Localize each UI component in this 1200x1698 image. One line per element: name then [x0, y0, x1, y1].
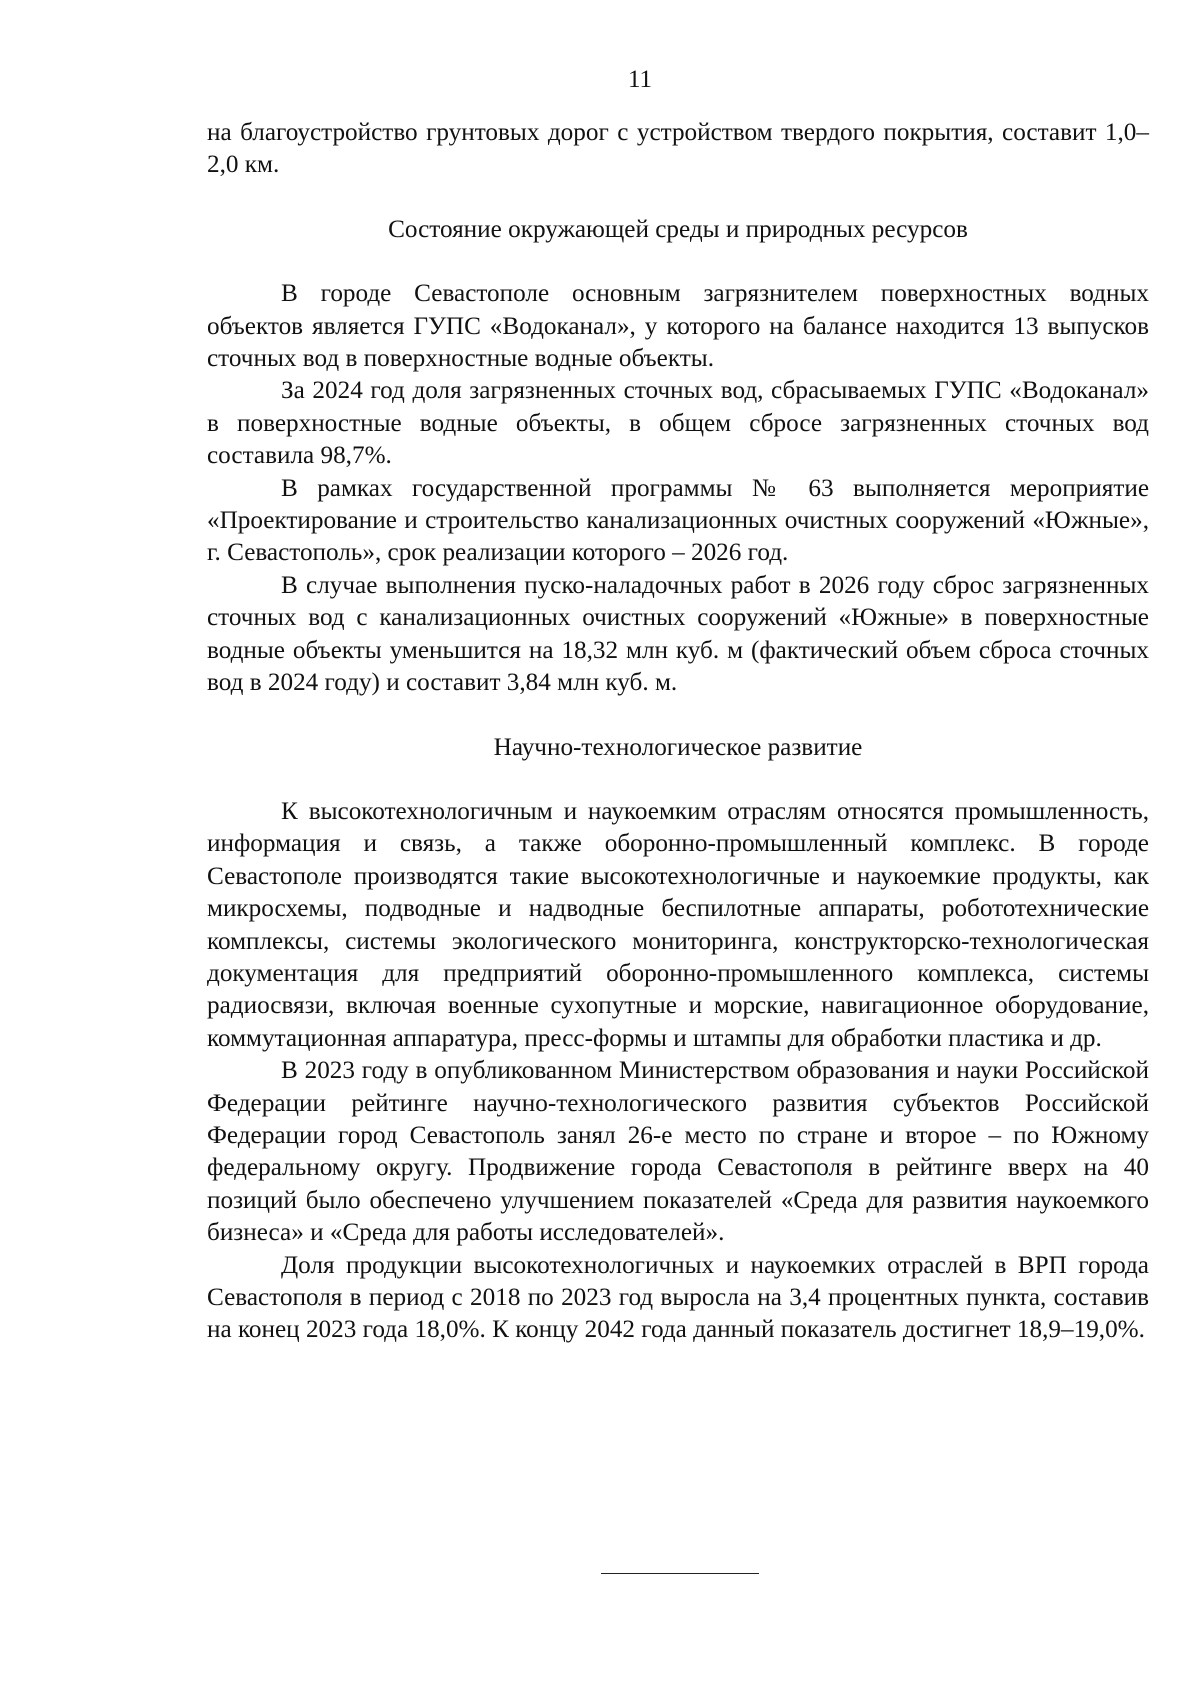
page-number: 11	[627, 66, 653, 93]
paragraph-sci-1: К высокотехнологичным и наукоемким отраслям относятся промышленность, информация и связь, а также оборонно-промышленный комплекс. В городе Севастополе производятся такие высокотехнологичные и наукоемкие продукты, как микросхемы, подводные и надводные беспилотные аппараты, робототехнические комплексы, системы экологического мониторинга, конструкторско-технологическая документация для предприятий оборонно-промышленного комплекса, системы радиосвязи, включая военные сухопутные и морские, навигационное оборудование, коммутационная аппаратура, пресс-формы и штампы для обработки пластика и др.	[207, 797, 1149, 1052]
document-body	[207, 117, 1149, 1347]
paragraph-env-3: В рамках государственной программы № 63 выполняется мероприятие «Проектирование и строительство канализационных очистных сооружений «Южные», г. Севастополь», срок реализации которого – 2026 год.	[207, 474, 1149, 567]
section-heading-environment: Состояние окружающей среды и природных ресурсов	[388, 215, 968, 243]
section-heading-science: Научно-технологическое развитие	[493, 733, 863, 761]
paragraph-sci-3: Доля продукции высокотехнологичных и наукоемких отраслей в ВРП города Севастополя в период с 2018 по 2023 год выросла на 3,4 процентных пункта, составив на конец 2023 года 18,0%. К концу 2042 года данный показатель достигнет 18,9–19,0%.	[207, 1251, 1149, 1344]
paragraph-env-2: За 2024 год доля загрязненных сточных вод, сбрасываемых ГУПС «Водоканал» в поверхностные водные объекты, в общем сбросе загрязненных сточных вод составила 98,7%.	[207, 377, 1149, 470]
paragraph-env-4: В случае выполнения пуско-наладочных работ в 2026 году сброс загрязненных сточных вод с канализационных очистных сооружений «Южные» в поверхностные водные объекты уменьшится на 18,32 млн куб. м (фактический объем сброса сточных вод в 2024 году) и составит 3,84 млн куб. м.	[207, 571, 1149, 697]
paragraph-sci-2: В 2023 году в опубликованном Министерством образования и науки Российской Федерации рейтинге научно-технологического развития субъектов Российской Федерации город Севастополь занял 26-е место по стране и второе – по Южному федеральному округу. Продвижение города Севастополя в рейтинге вверх на 40 позиций было обеспечено улучшением показателей «Среда для развития наукоемкого бизнеса» и «Среда для работы исследователей».	[207, 1057, 1149, 1247]
paragraph-env-1: В городе Севастополе основным загрязнителем поверхностных водных объектов является ГУПС «Водоканал», у которого на балансе находится 13 выпусков сточных вод в поверхностные водные объекты.	[207, 280, 1149, 373]
end-of-text-rule	[601, 1573, 759, 1574]
intro-paragraph: на благоустройство грунтовых дорог с устройством твердого покрытия, составит 1,0–2,0 км.	[207, 119, 1149, 179]
